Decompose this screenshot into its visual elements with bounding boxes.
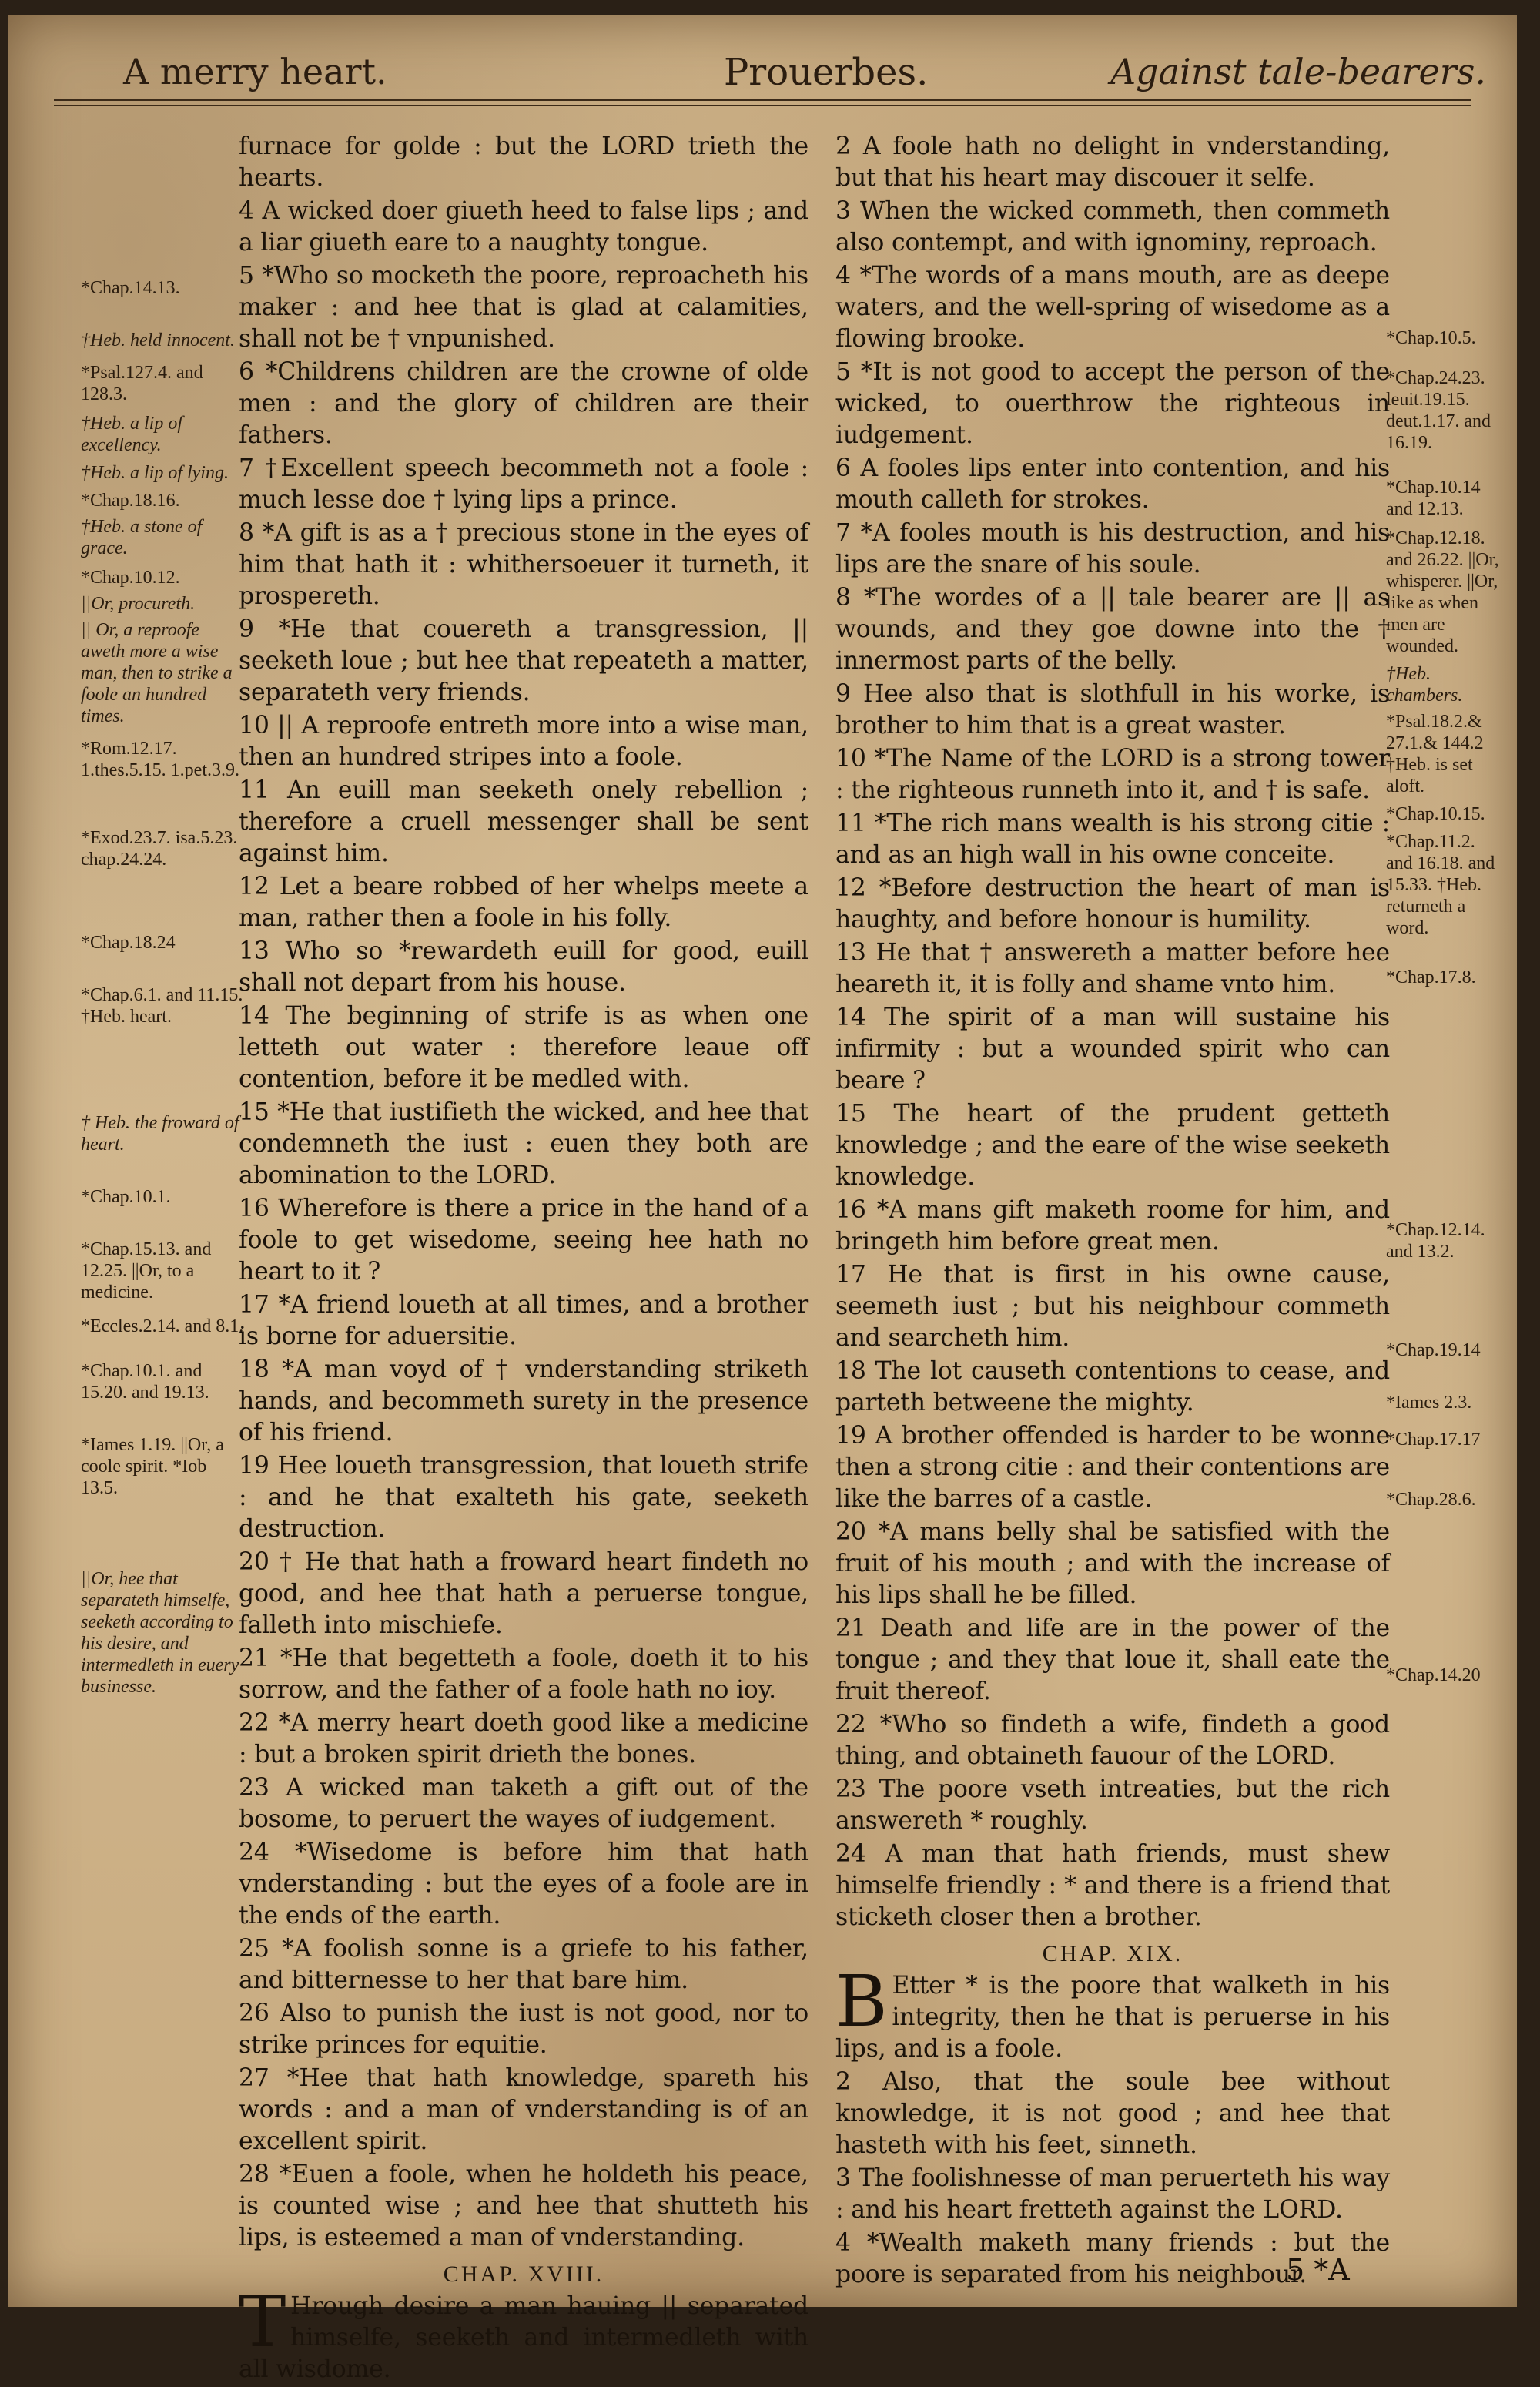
verse: 16 *A mans gift maketh roome for him, and bringeth him before great men. — [835, 1196, 1390, 1256]
chapter-heading-19: CHAP. XIX. — [1042, 1941, 1183, 1966]
margin-note: †Heb. chambers. — [1386, 664, 1463, 706]
verse: 5 *It is not good to accept the person of the wicked, to ouerthrow the righteous in iudgement. — [835, 358, 1390, 449]
verse: 24 A man that hath friends, must shew himselfe friendly : * and there is a friend that sticketh closer then a brother. — [835, 1840, 1390, 1931]
verse-text: Hrough desire a man hauing || separated himselfe, seeketh and intermedleth with all wisdome. — [239, 2292, 808, 2383]
margin-note: *Chap.12.18. and 26.22. ||Or, whisperer. ||Or, like as when men are wounded. — [1386, 528, 1499, 656]
verse: 24 *Wisedome is before him that hath vnderstanding : but the eyes of a foole are in the ends of the earth. — [239, 1839, 808, 1929]
margin-note: *Psal.18.2.& 27.1.& 144.2 †Heb. is set aloft. — [1386, 712, 1484, 796]
margin-note: †Heb. a stone of grace. — [81, 517, 203, 558]
verse: 23 The poore vseth intreaties, but the rich answereth * roughly. — [835, 1775, 1390, 1835]
margin-note: †Heb. held innocent. — [81, 330, 235, 350]
margin-note: *Chap.19.14 — [1386, 1340, 1481, 1360]
right-verse-list — [835, 131, 1390, 1933]
running-head-right: Against tale-bearers. — [1110, 51, 1486, 92]
margin-note: *Chap.10.15. — [1386, 804, 1485, 824]
verse — [835, 1960, 1390, 2065]
margin-note: *Chap.17.17 — [1386, 1430, 1481, 1450]
verse: 10 || A reproofe entreth more into a wise man, then an hundred stripes into a foole. — [239, 712, 808, 771]
margin-note: *Exod.23.7. isa.5.23. chap.24.24. — [81, 828, 238, 870]
margin-note: *Chap.18.24 — [81, 933, 176, 953]
verse: 5 *Who so mocketh the poore, reproacheth his maker : and hee that is glad at calamities, shall not be † vnpunished. — [239, 262, 808, 353]
verse: 6 A fooles lips enter into contention, and his mouth calleth for strokes. — [835, 454, 1390, 514]
verse: 13 He that † answereth a matter before hee heareth it, it is folly and shame vnto him. — [835, 939, 1390, 998]
header-rule-thin — [54, 105, 1471, 106]
margin-note: *Chap.24.23. leuit.19.15. deut.1.17. and 16.19. — [1386, 368, 1491, 453]
verse: 3 The foolishnesse of man peruerteth his way : and his heart fretteth against the LORD. — [835, 2164, 1390, 2224]
margin-note: *Chap.10.5. — [1386, 328, 1476, 348]
margin-note: || Or, a reproofe aweth more a wise man, then to strike a foole an hundred times. — [81, 620, 233, 726]
verse: 16 Wherefore is there a price in the hand of a foole to get wisedome, seeing hee hath no heart to it ? — [239, 1195, 808, 1286]
running-head-book: Prouerbes. — [724, 51, 929, 94]
verse: 7 †Excellent speech becommeth not a foole : much lesse doe † lying lips a prince. — [239, 454, 808, 514]
margin-note: *Chap.12.14. and 13.2. — [1386, 1220, 1485, 1262]
verse: 21 Death and life are in the power of the tongue ; and they that loue it, shall eate the fruit thereof. — [835, 1614, 1390, 1705]
margin-note: *Chap.10.1. and 15.20. and 19.13. — [81, 1361, 209, 1403]
verse: 19 Hee loueth transgression, that loueth strife : and he that exalteth his gate, seeketh destruction. — [239, 1452, 808, 1543]
verse: 15 The heart of the prudent getteth knowledge ; and the eare of the wise seeketh knowledge. — [835, 1100, 1390, 1191]
verse: 6 *Childrens children are the crowne of olde men : and the glory of children are their fathers. — [239, 358, 808, 449]
verse: 4 *Wealth maketh many friends : but the poore is separated from his neighbour. — [835, 2229, 1390, 2288]
verse: 13 Who so *rewardeth euill for good, euill shall not depart from his house. — [239, 937, 808, 997]
margin-note: *Chap.10.12. — [81, 568, 180, 588]
verse: 23 A wicked man taketh a gift out of the bosome, to peruert the wayes of iudgement. — [239, 1774, 808, 1833]
margin-note: *Chap.18.16. — [81, 491, 180, 511]
verse: 9 Hee also that is slothfull in his worke, is brother to him that is a great waster. — [835, 680, 1390, 739]
verse: 17 He that is first in his owne cause, seemeth iust ; but his neighbour commeth and searcheth him. — [835, 1261, 1390, 1352]
margin-note: *Chap.28.6. — [1386, 1490, 1476, 1510]
verse: 2 A foole hath no delight in vnderstanding, but that his heart may discouer it selfe. — [835, 132, 1390, 192]
bible-page — [8, 15, 1517, 2383]
running-head-left: A merry heart. — [123, 51, 387, 92]
margin-note: †Heb. a lip of lying. — [81, 463, 229, 483]
header-rule — [54, 99, 1471, 101]
verse: furnace for golde : but the LORD trieth the hearts. — [239, 132, 808, 192]
left-text-column — [239, 131, 808, 2387]
right-margin-notes — [1386, 320, 1502, 1686]
verse: 28 *Euen a foole, when he holdeth his peace, is counted wise ; and hee that shutteth his lips, is esteemed a man of vnderstanding. — [239, 2161, 808, 2251]
margin-note: ||Or, hee that separateth himselfe, seeketh according to his desire, and intermedleth in euery businesse. — [81, 1569, 239, 1697]
margin-note: *Chap.10.1. — [81, 1187, 171, 1207]
verse: 15 *He that iustifieth the wicked, and hee that condemneth the iust : euen they both are abomination to the LORD. — [239, 1098, 808, 1189]
margin-note: *Chap.15.13. and 12.25. ||Or, to a medicine. — [81, 1239, 212, 1302]
verse: 25 *A foolish sonne is a griefe to his father, and bitternesse to her that bare him. — [239, 1935, 808, 1994]
margin-note: *Chap.17.8. — [1386, 967, 1476, 987]
verse: 26 Also to punish the iust is not good, nor to strike princes for equitie. — [239, 2000, 808, 2059]
verse: 17 *A friend loueth at all times, and a brother is borne for aduersitie. — [239, 1291, 808, 1350]
verse: 22 *A merry heart doeth good like a medicine : but a broken spirit drieth the bones. — [239, 1709, 808, 1768]
verse — [239, 2281, 808, 2385]
margin-note: ||Or, procureth. — [81, 594, 196, 614]
verse: 4 A wicked doer giueth heed to false lips ; and a liar giueth eare to a naughty tongue. — [239, 197, 808, 256]
margin-note: *Psal.127.4. and 128.3. — [81, 363, 203, 404]
verse: 11 An euill man seeketh onely rebellion ; therefore a cruell messenger shall be sent against him. — [239, 776, 808, 867]
chapter-heading-18: CHAP. XVIII. — [443, 2261, 604, 2287]
drop-cap: B — [835, 1960, 888, 2043]
verse: 4 *The words of a mans mouth, are as deepe waters, and the well-spring of wisedome as a flowing brooke. — [835, 262, 1390, 353]
verse: 22 *Who so findeth a wife, findeth a good thing, and obtaineth fauour of the LORD. — [835, 1711, 1390, 1770]
verse: 10 *The Name of the LORD is a strong tower : the righteous runneth into it, and † is safe. — [835, 745, 1390, 804]
margin-note: †Heb. a lip of excellency. — [81, 414, 182, 455]
left-margin-notes — [81, 270, 246, 1698]
verse: 12 Let a beare robbed of her whelps meete a man, rather then a foole in his folly. — [239, 873, 808, 932]
margin-note: *Chap.11.2. and 16.18. and 15.33. †Heb. returneth a word. — [1386, 832, 1495, 938]
verse: 8 *A gift is as a † precious stone in the eyes of him that hath it : whithersoeuer it turneth, it prospereth. — [239, 519, 808, 610]
verse: 14 The beginning of strife is as when one letteth out water : therefore leaue off contention, before it be medled with. — [239, 1002, 808, 1093]
margin-note: *Chap.10.14 and 12.13. — [1386, 478, 1481, 519]
margin-note: † Heb. the froward of heart. — [81, 1113, 239, 1155]
verse: 14 The spirit of a man will sustaine his infirmity : but a wounded spirit who can beare ? — [835, 1004, 1390, 1095]
verse: 27 *Hee that hath knowledge, spareth his words : and a man of vnderstanding is of an excellent spirit. — [239, 2064, 808, 2155]
verse-text: Etter * is the poore that walketh in his integrity, then he that is peruerse in his lips, and is a foole. — [835, 1972, 1390, 2063]
margin-note: *Eccles.2.14. and 8.1. — [81, 1316, 244, 1336]
right-text-column — [835, 131, 1390, 2292]
verse: 18 The lot causeth contentions to cease, and parteth betweene the mighty. — [835, 1357, 1390, 1416]
verse: 21 *He that begetteth a foole, doeth it to his sorrow, and the father of a foole hath no ioy. — [239, 1644, 808, 1704]
drop-cap: T — [239, 2281, 286, 2363]
left-verse-list — [239, 131, 808, 2254]
verse: 9 *He that couereth a transgression, || seeketh loue ; but hee that repeateth a matter, separateth very friends. — [239, 615, 808, 706]
verse: 20 † He that hath a froward heart findeth no good, and hee that hath a peruerse tongue, falleth into mischiefe. — [239, 1548, 808, 1639]
margin-note: *Chap.14.20 — [1386, 1665, 1481, 1685]
verse: 11 *The rich mans wealth is his strong citie : and as an high wall in his owne conceite. — [835, 810, 1390, 869]
verse: 8 *The wordes of a || tale bearer are || as wounds, and they goe downe into the † innermost parts of the belly. — [835, 584, 1390, 675]
verse: 7 *A fooles mouth is his destruction, and his lips are the snare of his soule. — [835, 519, 1390, 578]
verse: 19 A brother offended is harder to be wonne then a strong citie : and their contentions are like the barres of a castle. — [835, 1422, 1390, 1513]
margin-note: *Rom.12.17. 1.thes.5.15. 1.pet.3.9. — [81, 739, 239, 780]
verse: 3 When the wicked commeth, then commeth also contempt, and with ignominy, reproach. — [835, 197, 1390, 256]
margin-note: *Chap.6.1. and 11.15. †Heb. heart. — [81, 985, 243, 1027]
margin-note: *Iames 2.3. — [1386, 1393, 1472, 1413]
verse: 12 *Before destruction the heart of man is haughty, and before honour is humility. — [835, 874, 1390, 934]
verse: 20 *A mans belly shal be satisfied with the fruit of his mouth ; and with the increase of his lips shall he be filled. — [835, 1518, 1390, 1609]
verse: 18 *A man voyd of † vnderstanding striketh hands, and becommeth surety in the presence of his friend. — [239, 1356, 808, 1447]
catchword: 5 *A — [1286, 2253, 1350, 2287]
margin-note: *Chap.14.13. — [81, 278, 180, 298]
verse: 2 Also, that the soule bee without knowledge, it is not good ; and hee that hasteth with his feet, sinneth. — [835, 2068, 1390, 2159]
margin-note: *Iames 1.19. ||Or, a coole spirit. *Iob 13.5. — [81, 1435, 224, 1498]
